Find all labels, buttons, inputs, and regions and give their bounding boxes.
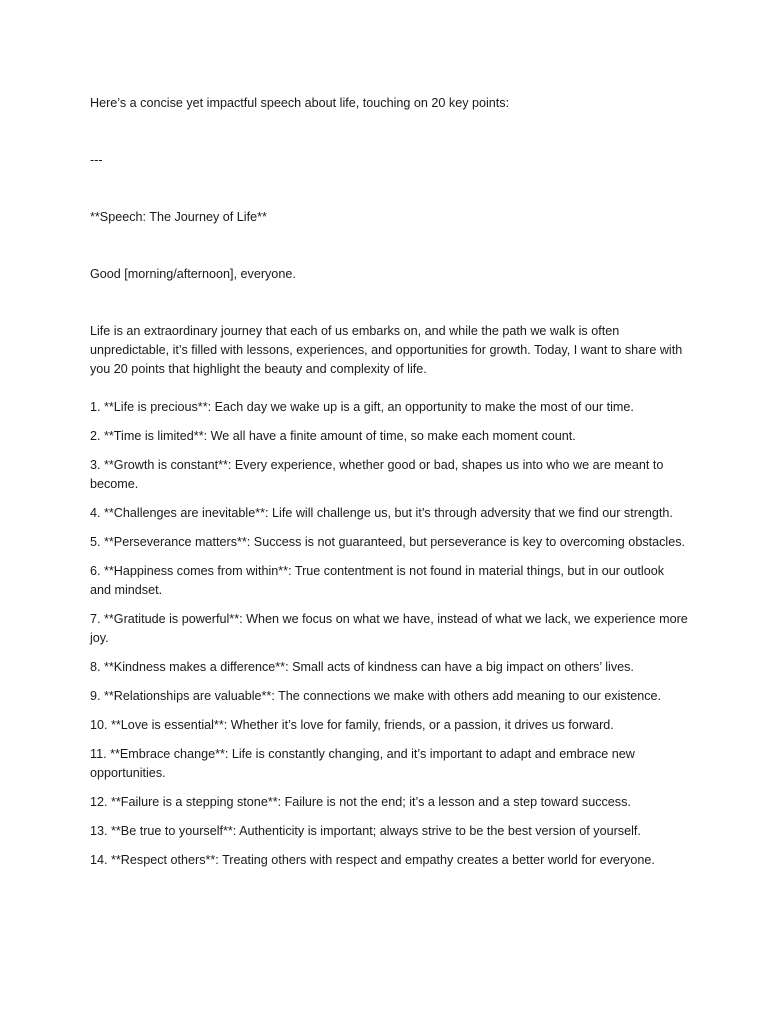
list-item: 10. **Love is essential**: Whether it’s love for family, friends, or a passion, it drives us forward. [90,718,614,732]
list-item: 2. **Time is limited**: We all have a finite amount of time, so make each moment count. [90,429,576,443]
list-item: 8. **Kindness makes a difference**: Small acts of kindness can have a big impact on others’ lives. [90,660,634,674]
list-item: 13. **Be true to yourself**: Authenticity is important; always strive to be the best version of yourself. [90,824,641,838]
list-item: 4. **Challenges are inevitable**: Life will challenge us, but it’s through adversity that we find our strength. [90,506,673,520]
list-item: 12. **Failure is a stepping stone**: Failure is not the end; it’s a lesson and a step toward success. [90,795,631,809]
list-item: 5. **Perseverance matters**: Success is not guaranteed, but perseverance is key to overcoming obstacles. [90,535,686,549]
list-item: 7. **Gratitude is powerful**: When we focus on what we have, instead of what we lack, we experience more joy. [90,612,688,645]
greeting-text: Good [morning/afternoon], everyone. [90,267,296,281]
speech-title: **Speech: The Journey of Life** [90,210,267,224]
intro-text: Here’s a concise yet impactful speech about life, touching on 20 key points: [90,96,510,110]
list-item: 1. **Life is precious**: Each day we wake up is a gift, an opportunity to make the most of our time. [90,400,634,414]
document-page [90,94,688,880]
list-item: 11. **Embrace change**: Life is constantly changing, and it’s important to adapt and embrace new opportunities. [90,747,635,780]
opening-paragraph: Life is an extraordinary journey that each of us embarks on, and while the path we walk is often unpredictable, it’s filled with lessons, experiences, and opportunities for growth. Today, I want to share with you 20 points that highlight the beauty and complexity of life. [90,324,683,376]
list-item: 14. **Respect others**: Treating others with respect and empathy creates a better world for everyone. [90,853,655,867]
points-list [90,398,688,870]
list-item: 9. **Relationships are valuable**: The connections we make with others add meaning to our existence. [90,689,662,703]
list-item: 3. **Growth is constant**: Every experience, whether good or bad, shapes us into who we are meant to become. [90,458,664,491]
separator-line: --- [90,153,103,167]
list-item: 6. **Happiness comes from within**: True contentment is not found in material things, but in our outlook and mindset. [90,564,665,597]
